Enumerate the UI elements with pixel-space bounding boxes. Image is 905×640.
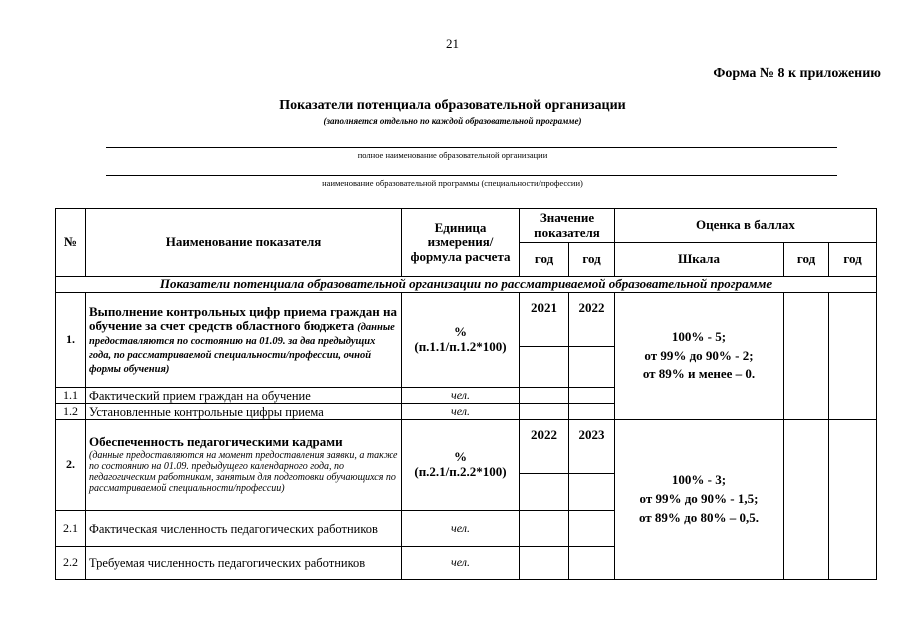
value-cell-empty — [520, 404, 569, 420]
sub-name: Установленные контрольные цифры приема — [86, 404, 402, 420]
header-no: № — [56, 209, 86, 277]
header-score: Оценка в баллах — [615, 209, 877, 243]
org-name-fill-line — [106, 147, 837, 148]
program-name-fill-line — [106, 175, 837, 176]
value-cell-empty — [569, 347, 615, 388]
header-name: Наименование показателя — [86, 209, 402, 277]
scale-line: 100% - 5; — [671, 328, 727, 344]
header-value: Значение показателя — [520, 209, 615, 243]
header-value-year-1: год — [520, 243, 569, 277]
formula-symbol: % — [454, 324, 467, 340]
sub-no: 1.2 — [56, 404, 86, 420]
scale-line: от 89% до 80% – 0,5. — [638, 509, 760, 525]
sub-name: Требуемая численность педагогических работников — [86, 547, 402, 580]
indicator-name-cell — [86, 420, 402, 511]
score-year-1-cell — [784, 420, 829, 580]
sub-name: Фактический прием граждан на обучение — [86, 388, 402, 404]
indicator-no: 1. — [56, 293, 86, 388]
sub-no: 1.1 — [56, 388, 86, 404]
section-title: Показатели потенциала образовательной организации по рассматриваемой образовательной программе — [56, 277, 877, 293]
header-score-year-2: год — [829, 243, 877, 277]
scale-line: от 99% до 90% - 1,5; — [639, 491, 759, 507]
sub-unit: чел. — [402, 511, 520, 547]
value-cell-empty — [520, 388, 569, 404]
page-number: 21 — [446, 36, 459, 51]
form-label: Форма № 8 к приложению — [713, 66, 881, 81]
indicator-row — [56, 420, 877, 474]
header-score-year-1: год — [784, 243, 829, 277]
scale-line: от 99% до 90% - 2; — [644, 347, 754, 363]
value-cell-empty — [520, 347, 569, 388]
scale-line: от 89% и менее – 0. — [642, 366, 756, 382]
score-scale — [615, 293, 784, 420]
value-year-1: 2021 — [520, 293, 569, 347]
sub-no: 2.2 — [56, 547, 86, 580]
score-year-1-cell — [784, 293, 829, 420]
score-year-2-cell — [829, 420, 877, 580]
indicator-note: (данные предоставляются по состоянию на 01.09. за два предыдущих года, по рассматриваемой специальности/профессии, очной формы обучения) — [89, 322, 395, 375]
document-title: Показатели потенциала образовательной организации — [279, 98, 626, 113]
sub-name: Фактическая численность педагогических работников — [86, 511, 402, 547]
value-cell-empty — [569, 511, 615, 547]
value-cell-empty — [569, 388, 615, 404]
value-cell-empty — [569, 404, 615, 420]
formula-text: (п.1.1/п.1.2*100) — [414, 339, 507, 354]
org-name-caption: полное наименование образовательной организации — [357, 150, 548, 160]
indicators-table — [55, 208, 877, 580]
value-year-2: 2022 — [569, 293, 615, 347]
sub-unit: чел. — [402, 404, 520, 420]
value-cell-empty — [569, 547, 615, 580]
header-row-1 — [56, 209, 877, 243]
value-cell-empty — [520, 547, 569, 580]
indicator-name: Обеспеченность педагогическими кадрами — [89, 434, 343, 450]
value-cell-empty — [520, 474, 569, 511]
header-value-year-2: год — [569, 243, 615, 277]
header-scale: Шкала — [615, 243, 784, 277]
indicator-no: 2. — [56, 420, 86, 511]
indicator-row — [56, 293, 877, 347]
value-year-2: 2023 — [569, 420, 615, 474]
program-name-caption: наименование образовательной программы (специальности/профессии) — [322, 178, 583, 188]
value-cell-empty — [569, 474, 615, 511]
sub-unit: чел. — [402, 547, 520, 580]
formula-text: (п.2.1/п.2.2*100) — [414, 464, 507, 479]
header-unit: Единица измерения/ формула расчета — [402, 209, 520, 277]
score-scale — [615, 420, 784, 580]
value-cell-empty — [520, 511, 569, 547]
sub-unit: чел. — [402, 388, 520, 404]
section-row — [56, 277, 877, 293]
score-year-2-cell — [829, 293, 877, 420]
indicator-note: (данные предоставляются на момент предоставления заявки, а также по состоянию на 01.09. предыдущего календарного года, по педагогическим работникам, занятым для подготовки обучающихся по рассматриваемой специальности/профессии) — [89, 449, 398, 495]
document-subtitle: (заполняется отдельно по каждой образовательной программе) — [323, 116, 582, 126]
scale-line: 100% - 3; — [671, 472, 727, 488]
value-year-1: 2022 — [520, 420, 569, 474]
sub-no: 2.1 — [56, 511, 86, 547]
indicator-name-cell — [86, 293, 402, 388]
formula-symbol: % — [454, 449, 467, 465]
indicator-name: Выполнение контрольных цифр приема граждан на обучение за счет средств областного бюджета — [89, 303, 397, 334]
indicator-formula — [402, 293, 520, 388]
indicator-formula — [402, 420, 520, 511]
